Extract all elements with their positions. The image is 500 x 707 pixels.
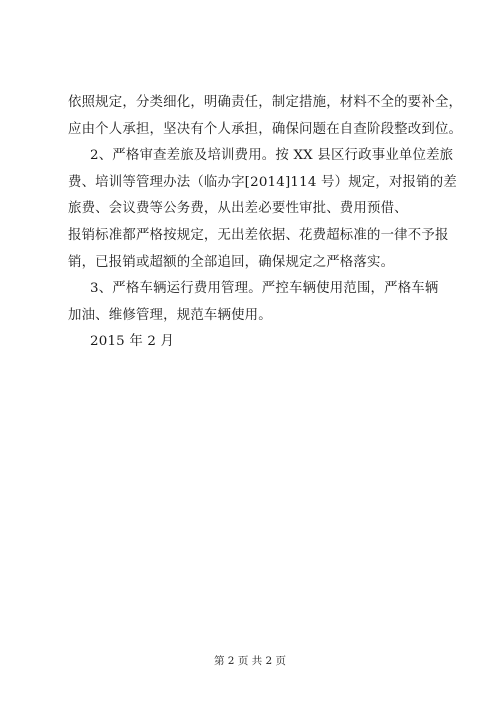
text-line: 销，已报销或超额的全部追回，确保规定之严格落实。 <box>68 254 395 270</box>
text-line: 应由个人承担，坚决有个人承担，确保问题在自查阶段整改到位。 <box>68 121 463 137</box>
document-body <box>68 90 463 356</box>
text-line: 报销标准都严格按规定，无出差依据、花费超标准的一律不予报 <box>68 227 449 243</box>
section-3-heading-line: 3、严格车辆运行费用管理。严控车辆使用范围，严格车辆 <box>90 281 439 297</box>
text-line: 费、培训等管理办法（临办字[2014]114 号）规定，对报销的差 <box>68 174 457 190</box>
text-line: 依照规定，分类细化，明确责任，制定措施，材料不全的要补全， <box>68 95 463 110</box>
document-date: 2015 年 2 月 <box>90 334 175 350</box>
text-line: 旅费、会议费等公务费，从出差必要性审批、费用预借、 <box>68 201 408 217</box>
text-line: 加油、维修管理，规范车辆使用。 <box>68 307 272 323</box>
page-number-footer: 第 2 页 共 2 页 <box>213 655 287 667</box>
section-2-heading-line: 2、严格审查差旅及培训费用。按 XX 县区行政事业单位差旅 <box>90 148 454 164</box>
